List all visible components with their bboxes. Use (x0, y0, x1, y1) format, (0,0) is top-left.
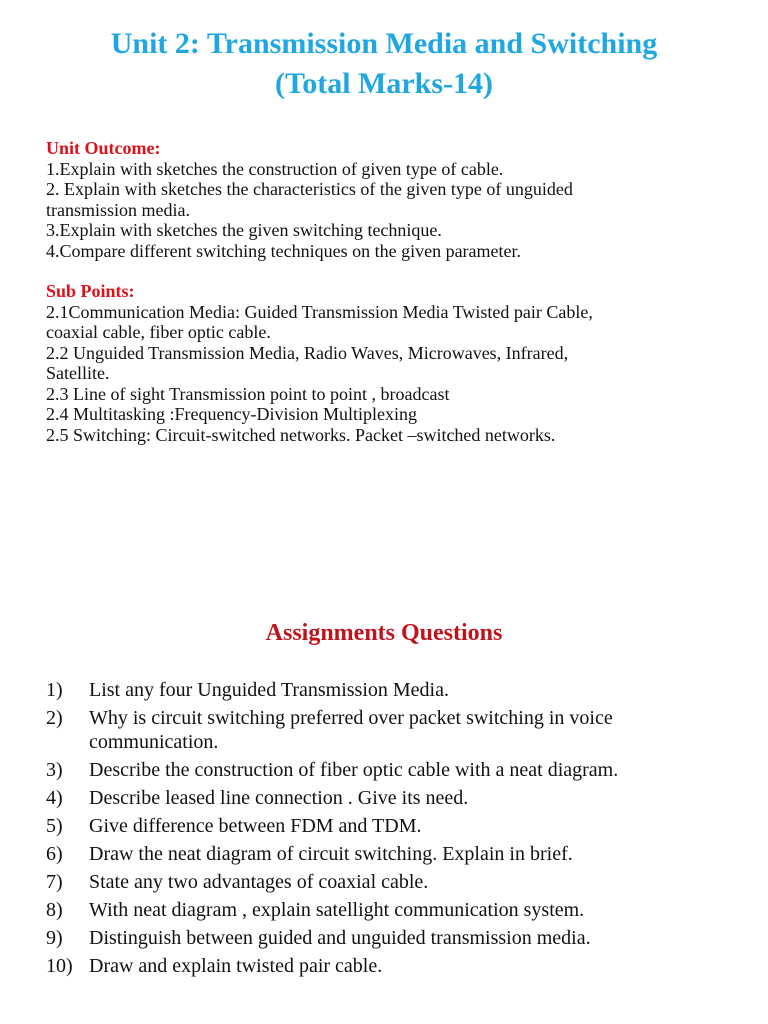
sub-point-line: 2.1Communication Media: Guided Transmission Media Twisted pair Cable, (46, 301, 593, 322)
page-title-line1: Unit 2: Transmission Media and Switching (110, 27, 658, 60)
assignments-title: Assignments Questions (265, 620, 503, 646)
assignment-question (46, 926, 746, 950)
assignment-question (46, 870, 746, 894)
question-number: 6) (46, 843, 63, 865)
question-text: Distinguish between guided and unguided transmission media. (89, 927, 591, 949)
assignment-question-list (46, 678, 746, 982)
assignment-question (46, 678, 746, 702)
unit-outcome-line: 4.Compare different switching techniques on the given parameter. (46, 240, 522, 261)
page-title-line2: (Total Marks-14) (274, 67, 494, 100)
sub-points-section (46, 281, 736, 445)
sub-points-heading: Sub Points: (46, 281, 135, 301)
assignment-question (46, 814, 746, 838)
sub-point-line: Satellite. (46, 363, 110, 383)
question-number: 3) (46, 759, 63, 781)
sub-point-line: 2.3 Line of sight Transmission point to point , broadcast (46, 383, 450, 404)
sub-point-line: 2.4 Multitasking :Frequency-Division Multiplexing (46, 404, 417, 424)
unit-outcome-line: 2. Explain with sketches the characteristics of the given type of unguided (46, 179, 573, 199)
unit-outcome-line: 3.Explain with sketches the given switching technique. (46, 220, 442, 240)
question-text: Draw the neat diagram of circuit switching. Explain in brief. (89, 843, 573, 865)
unit-outcome-line: transmission media. (46, 199, 190, 220)
question-text: Describe leased line connection . Give its need. (89, 787, 469, 809)
assignment-question (46, 706, 746, 754)
assignment-question (46, 758, 746, 782)
assignment-question (46, 898, 746, 922)
sub-point-line: 2.2 Unguided Transmission Media, Radio Waves, Microwaves, Infrared, (46, 342, 569, 363)
unit-outcome-section (46, 138, 736, 261)
sub-point-line: coaxial cable, fiber optic cable. (46, 322, 271, 342)
question-text: Describe the construction of fiber optic cable with a neat diagram. (89, 759, 619, 781)
question-number: 5) (46, 815, 63, 837)
question-number: 4) (46, 787, 63, 809)
question-text: With neat diagram , explain satellight communication system. (89, 899, 585, 921)
question-text: List any four Unguided Transmission Media. (89, 679, 449, 701)
question-number: 9) (46, 927, 63, 949)
question-number: 8) (46, 899, 63, 921)
question-number: 10) (46, 955, 73, 977)
unit-outcome-heading: Unit Outcome: (46, 138, 161, 158)
question-text: Give difference between FDM and TDM. (89, 815, 422, 837)
assignment-question (46, 954, 746, 978)
assignment-question (46, 842, 746, 866)
unit-outcome-line: 1.Explain with sketches the construction of given type of cable. (46, 158, 504, 179)
sub-point-line: 2.5 Switching: Circuit-switched networks. Packet –switched networks. (46, 424, 556, 445)
question-text: Draw and explain twisted pair cable. (89, 955, 383, 977)
question-text: Why is circuit switching preferred over packet switching in voice communication. (89, 707, 613, 753)
page-title (0, 24, 768, 104)
question-number: 7) (46, 871, 63, 893)
question-number: 2) (46, 707, 63, 729)
question-text: State any two advantages of coaxial cable. (89, 871, 429, 893)
question-number: 1) (46, 679, 63, 701)
assignment-question (46, 786, 746, 810)
